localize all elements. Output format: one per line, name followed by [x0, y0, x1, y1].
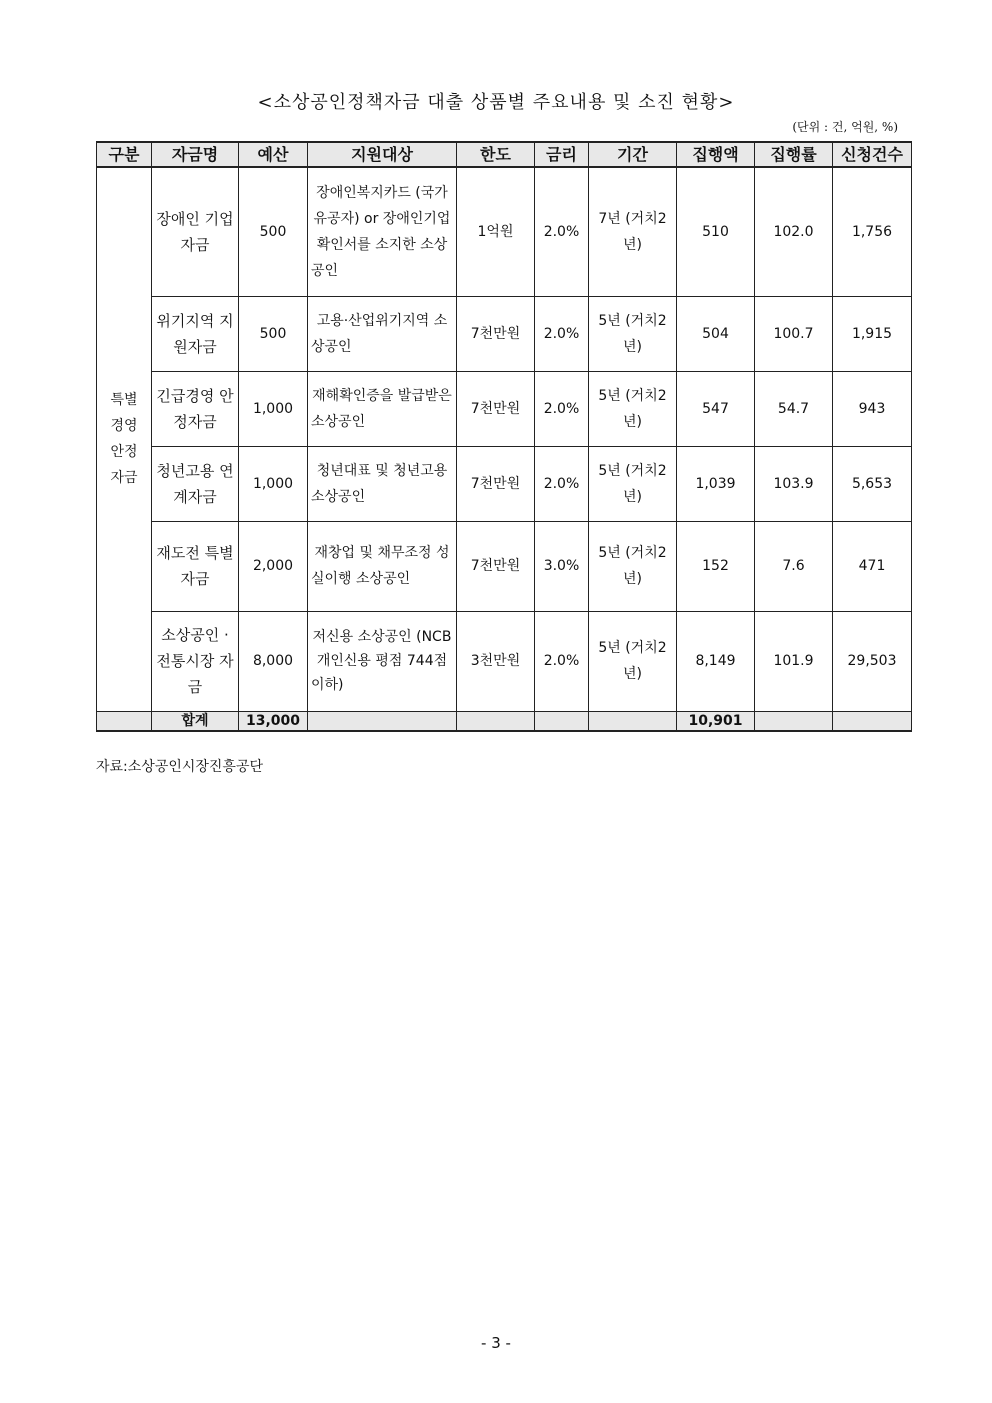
header-rate: 금리	[535, 142, 589, 167]
table-row	[97, 296, 912, 371]
period-cell: 5년 (거치2년)	[589, 521, 677, 611]
page-number: - 3 -	[481, 1334, 511, 1352]
header-limit: 한도	[457, 142, 535, 167]
target-cell: 재창업 및 채무조정 성실이행 소상공인	[308, 521, 457, 611]
target-cell: 장애인복지카드 (국가유공자) or 장애인기업확인서를 소지한 소상공인	[308, 167, 457, 296]
total-blank-cell	[833, 711, 912, 731]
limit-cell: 7천만원	[457, 296, 535, 371]
total-blank-cell	[457, 711, 535, 731]
total-blank-cell	[589, 711, 677, 731]
target-cell: 재해확인증을 발급받은 소상공인	[308, 371, 457, 446]
total-label: 합계	[152, 711, 239, 731]
total-blank-cell	[755, 711, 833, 731]
header-applications: 신청건수	[833, 142, 912, 167]
table-row	[97, 611, 912, 711]
rate-cell: 2.0%	[535, 611, 589, 711]
fund-name: 위기지역 지원자금	[152, 296, 239, 371]
target-cell: 고용·산업위기지역 소상공인	[308, 296, 457, 371]
loan-products-table	[96, 141, 912, 732]
limit-cell: 7천만원	[457, 371, 535, 446]
table-header-row	[97, 142, 912, 167]
limit-cell: 3천만원	[457, 611, 535, 711]
fund-name: 청년고용 연계자금	[152, 446, 239, 521]
total-blank-cell	[535, 711, 589, 731]
rate-cell: 2.0%	[535, 167, 589, 296]
executed-cell: 8,149	[677, 611, 755, 711]
exec-rate-cell: 100.7	[755, 296, 833, 371]
applications-cell: 1,915	[833, 296, 912, 371]
table-row	[97, 446, 912, 521]
fund-name: 긴급경영 안정자금	[152, 371, 239, 446]
exec-rate-cell: 7.6	[755, 521, 833, 611]
exec-rate-cell: 54.7	[755, 371, 833, 446]
exec-rate-cell: 102.0	[755, 167, 833, 296]
limit-cell: 1억원	[457, 167, 535, 296]
header-period: 기간	[589, 142, 677, 167]
total-blank-cell	[97, 711, 152, 731]
header-category: 구분	[97, 142, 152, 167]
budget-cell: 500	[239, 296, 308, 371]
period-cell: 5년 (거치2년)	[589, 611, 677, 711]
table-title: <소상공인정책자금 대출 상품별 주요내용 및 소진 현황>	[257, 92, 735, 113]
total-blank-cell	[308, 711, 457, 731]
period-cell: 5년 (거치2년)	[589, 446, 677, 521]
executed-cell: 510	[677, 167, 755, 296]
target-cell: 청년대표 및 청년고용 소상공인	[308, 446, 457, 521]
fund-name: 장애인 기업자금	[152, 167, 239, 296]
total-row	[97, 711, 912, 731]
limit-cell: 7천만원	[457, 521, 535, 611]
header-executed: 집행액	[677, 142, 755, 167]
total-budget: 13,000	[239, 711, 308, 731]
fund-name: 재도전 특별자금	[152, 521, 239, 611]
fund-name: 소상공인 · 전통시장 자금	[152, 611, 239, 711]
budget-cell: 1,000	[239, 371, 308, 446]
total-executed: 10,901	[677, 711, 755, 731]
budget-cell: 1,000	[239, 446, 308, 521]
exec-rate-cell: 101.9	[755, 611, 833, 711]
table-row	[97, 521, 912, 611]
executed-cell: 1,039	[677, 446, 755, 521]
category-cell	[97, 167, 152, 711]
rate-cell: 2.0%	[535, 296, 589, 371]
header-fund-name: 자금명	[152, 142, 239, 167]
executed-cell: 547	[677, 371, 755, 446]
applications-cell: 1,756	[833, 167, 912, 296]
table-row	[97, 371, 912, 446]
period-cell: 5년 (거치2년)	[589, 371, 677, 446]
table-row	[97, 167, 912, 296]
applications-cell: 943	[833, 371, 912, 446]
source-note: 자료:소상공인시장진흥공단	[96, 759, 264, 775]
period-cell: 7년 (거치2년)	[589, 167, 677, 296]
budget-cell: 2,000	[239, 521, 308, 611]
applications-cell: 29,503	[833, 611, 912, 711]
header-budget: 예산	[239, 142, 308, 167]
target-cell: 저신용 소상공인 (NCB 개인신용 평점 744점 이하)	[308, 611, 457, 711]
unit-note: (단위 : 건, 억원, %)	[792, 120, 898, 134]
rate-cell: 2.0%	[535, 446, 589, 521]
budget-cell: 8,000	[239, 611, 308, 711]
category-label: 특별경영안정자금	[110, 392, 138, 487]
exec-rate-cell: 103.9	[755, 446, 833, 521]
applications-cell: 5,653	[833, 446, 912, 521]
period-cell: 5년 (거치2년)	[589, 296, 677, 371]
budget-cell: 500	[239, 167, 308, 296]
rate-cell: 3.0%	[535, 521, 589, 611]
executed-cell: 504	[677, 296, 755, 371]
applications-cell: 471	[833, 521, 912, 611]
header-exec-rate: 집행률	[755, 142, 833, 167]
limit-cell: 7천만원	[457, 446, 535, 521]
rate-cell: 2.0%	[535, 371, 589, 446]
executed-cell: 152	[677, 521, 755, 611]
header-target: 지원대상	[308, 142, 457, 167]
